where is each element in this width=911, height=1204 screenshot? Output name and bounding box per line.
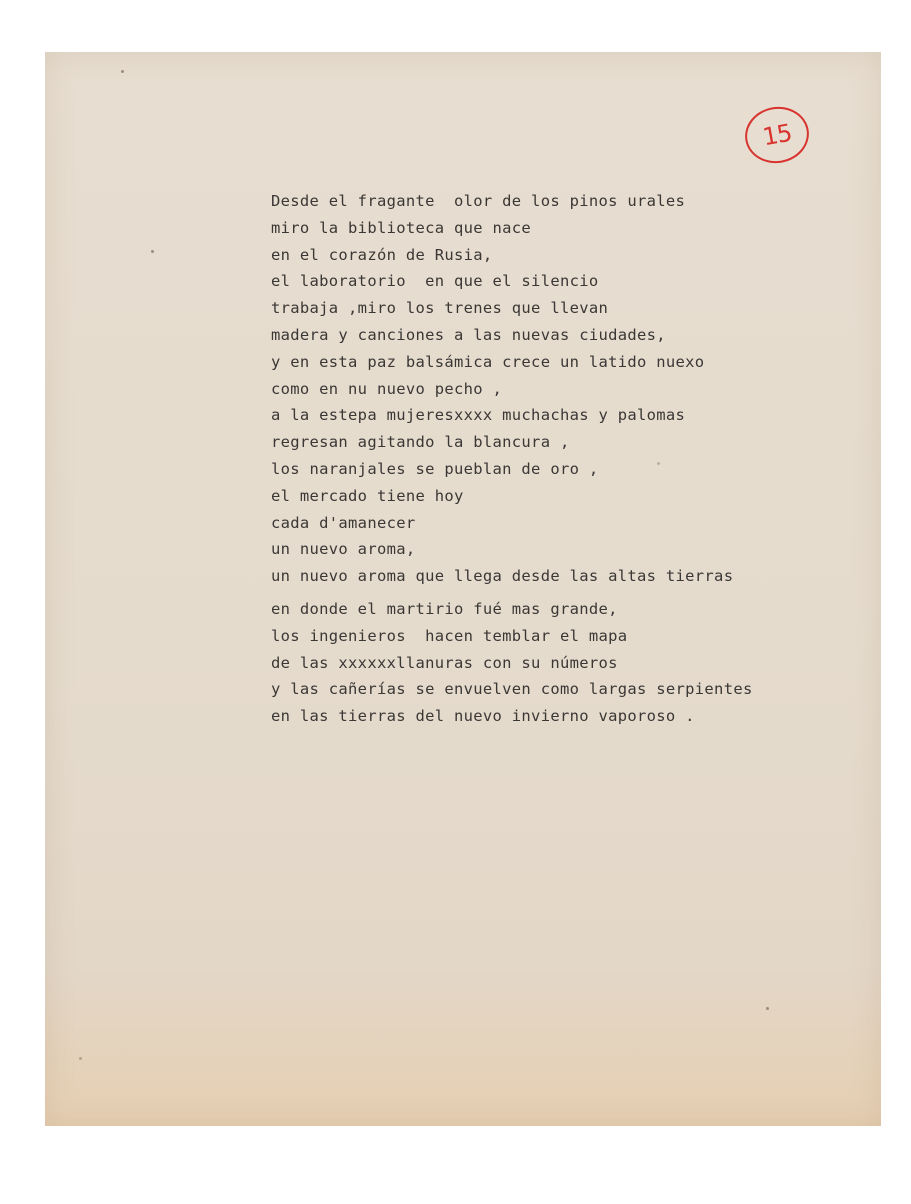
paper-speck — [121, 70, 124, 73]
poem-line: trabaja ,miro los trenes que llevan — [271, 299, 609, 318]
poem-line: miro la biblioteca que nace — [271, 218, 532, 237]
poem-line: en las tierras del nuevo invierno vaporoso . — [271, 707, 695, 726]
poem-line: el mercado tiene hoy — [271, 486, 464, 505]
paper-speck — [657, 462, 660, 465]
paper-speck — [79, 1057, 82, 1060]
poem-line: los ingenieros hacen temblar el mapa — [271, 626, 628, 645]
poem-line: y en esta paz balsámica crece un latido nuexo — [271, 352, 705, 371]
poem-line: un nuevo aroma que llega desde las altas tierras — [271, 567, 734, 586]
poem-line: a la estepa mujeresxxxx muchachas y palomas — [271, 406, 686, 425]
poem-line: regresan agitando la blancura , — [271, 433, 570, 452]
poem-line: de las xxxxxxllanuras con su números — [271, 653, 618, 672]
poem-line: cada d'amanecer — [271, 513, 416, 532]
poem-line: como en nu nuevo pecho , — [271, 379, 503, 398]
poem-line: en donde el martirio fué mas grande, — [271, 599, 618, 618]
poem-line: y las cañerías se envuelven como largas serpientes — [271, 680, 753, 699]
paper-speck — [766, 1007, 769, 1010]
poem-line: un nuevo aroma, — [271, 540, 416, 559]
manuscript-page — [45, 52, 881, 1126]
paper-speck — [151, 250, 154, 253]
handwritten-page-number: 15 — [741, 102, 814, 168]
poem-text — [271, 188, 753, 730]
poem-line: el laboratorio en que el silencio — [271, 272, 599, 291]
poem-line: Desde el fragante olor de los pinos urales — [271, 192, 686, 210]
poem-line: los naranjales se pueblan de oro , — [271, 459, 599, 478]
poem-line: madera y canciones a las nuevas ciudades, — [271, 325, 666, 344]
poem-line: en el corazón de Rusia, — [271, 245, 493, 264]
